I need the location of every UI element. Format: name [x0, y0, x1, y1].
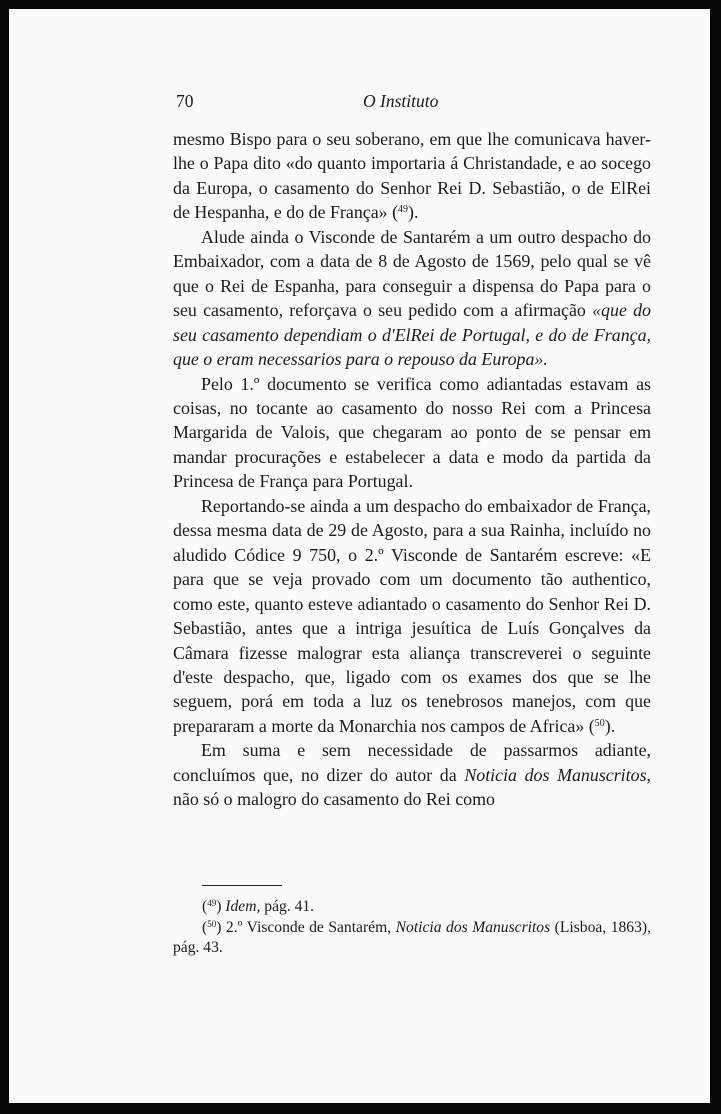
- running-title: O Instituto: [363, 91, 439, 111]
- footnote-50-mark: 50: [207, 918, 217, 929]
- page-number: 70: [176, 91, 194, 111]
- footnote-50-end: (Lisboa, 1863), pág. 43.: [173, 918, 651, 956]
- paragraph-1-text: mesmo Bispo para o seu soberano, em que lhe comunicava haver-lhe o Papa dito «do quanto importaria á Christandade, e ao socego da Europa, o casamento do Senhor Rei D. Sebastião, o de ElRei de Hespanha, e do de França» (: [173, 129, 651, 223]
- footnote-49-mark: 49: [207, 898, 217, 908]
- paragraph-1-end: ).: [408, 202, 419, 223]
- footnote-49: ($^{49}$) Idem, pág. 41.: [202, 898, 315, 915]
- footnote-50-italic: Noticia dos Manuscritos: [395, 918, 551, 936]
- footnote-49-text: pág. 41.: [260, 898, 315, 915]
- paragraph-2-quote: «que do seu casamento dependiam o d'ElRei de Portugal, e do de França, que o eram necessarios para o repouso da Europa».: [173, 300, 652, 370]
- body-text: [173, 127, 651, 812]
- footnote-ref-50: 50: [594, 717, 605, 729]
- scanned-page: [9, 9, 710, 1103]
- paragraph-5-title: Noticia dos Manuscritos,: [464, 764, 652, 785]
- footnote-ref-49: 49: [398, 204, 409, 216]
- paragraph-4: [173, 494, 651, 739]
- paragraph-5-end: não só o malogro do casamento do Rei como: [173, 789, 495, 810]
- footnote-49-italic: Idem,: [225, 898, 261, 915]
- paragraph-4-text: Reportando-se ainda a um despacho do embaixador de França, dessa mesma data de 29 de Agosto, para a sua Rainha, incluído no aludido Códice 9 750, o 2.º Visconde de Santarém escreve: «E para que se veja provado com um documento tão authentico, como este, quanto esteve adiantado o casamento do Senhor Rei D. Sebastião, antes que a intriga jesuítica de Luís Gonçalves da Câmara fizesse malograr esta aliança transcreverei o seguinte d'este despacho, que, ligado com os exames dos que se lhe seguem, porá em toda a luz os tenebrosos manejos, com que prepararam a morte da Monarchia nos campos de Africa» (: [173, 495, 651, 736]
- paragraph-1: [173, 127, 651, 225]
- footnote-50: ($^{50}$) 2.º Visconde de Santarém, Noticia dos Manuscritos (Lisboa, 1863), pág. 43.: [173, 918, 651, 956]
- paragraph-5-text: Em suma e sem necessidade de passarmos adiante, concluímos que, no dizer do autor da: [173, 740, 651, 785]
- paragraph-2: [173, 225, 651, 372]
- footnote-50-text: 2.º Visconde de Santarém,: [221, 918, 396, 936]
- paragraph-2-text: Alude ainda o Visconde de Santarém a um outro despacho do Embaixador, com a data de 8 de Agosto de 1569, pelo qual se vê que o Rei de Espanha, para conseguir a dispensa do Papa para o seu casamento, reforçava o seu pedido com a afirmação: [173, 226, 651, 321]
- paragraph-3-text: Pelo 1.º documento se verifica como adiantadas estavam as coisas, no tocante ao casamento do nosso Rei com a Princesa Margarida de Valois, que chegaram ao ponto de se pensar em mandar procurações e estabelecer a data e modo da partida da Princesa de França para Portugal.: [173, 373, 651, 492]
- paragraph-3: [173, 372, 651, 494]
- footnote-divider: [202, 885, 282, 886]
- paragraph-5: [173, 738, 651, 811]
- running-head: [173, 91, 651, 119]
- footnotes: [173, 897, 651, 959]
- paragraph-4-end: ).: [604, 715, 616, 736]
